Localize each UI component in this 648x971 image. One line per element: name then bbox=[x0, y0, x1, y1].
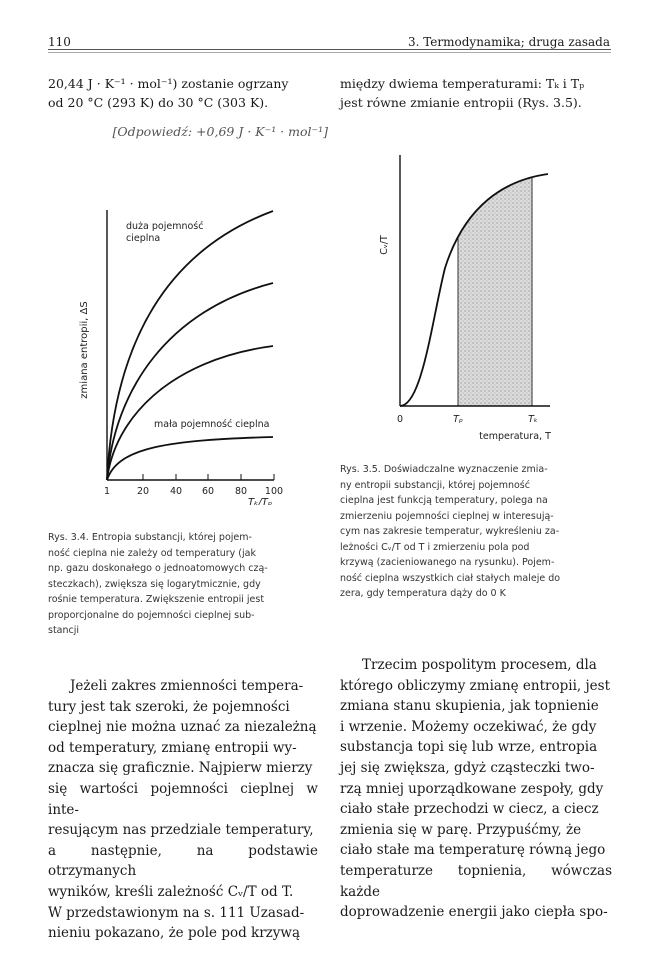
body-line: cieplnej nie można uznać za niezależną bbox=[48, 719, 317, 736]
caption-line: zmierzeniu pojemności cieplnej w interesują- bbox=[340, 510, 554, 522]
caption-line: ny entropii substancji, której pojemność bbox=[340, 479, 530, 491]
fig35-x-label: temperatura, T bbox=[479, 431, 551, 442]
fig34-x-tick-label: 20 bbox=[136, 486, 150, 497]
fig35-y-label: Cᵥ/T bbox=[379, 235, 390, 255]
body-line: wyników, kreśli zależność Cᵥ/T od T. bbox=[48, 883, 294, 900]
caption-line: ność cieplna wszystkich ciał stałych maleje do bbox=[340, 572, 561, 584]
fig34-y-label: zmiana entropii, ΔS bbox=[79, 301, 90, 399]
page-number: 110 bbox=[48, 35, 71, 49]
body-line: zmienia się w parę. Przypuśćmy, że bbox=[340, 821, 582, 838]
fig34-curve-medium bbox=[107, 283, 273, 480]
fig34-x-tick-label: 100 bbox=[264, 486, 284, 497]
body-line: Trzecim pospolitym procesem, dla bbox=[362, 657, 597, 673]
caption-line: proporcjonalne do pojemności cieplnej sub- bbox=[48, 609, 255, 621]
fig34-ticks bbox=[143, 474, 274, 480]
caption-3-5 bbox=[340, 462, 615, 602]
caption-line: stancji bbox=[48, 625, 80, 636]
fig34-x-tick-label: 40 bbox=[169, 486, 183, 497]
body-line: W przedstawionym na s. 111 Uzasad- bbox=[48, 904, 305, 921]
caption-line: cym nas zakresie temperatur, wykreśleniu za- bbox=[340, 526, 560, 537]
caption-line: leżności Cᵥ/T od T i zmierzeniu pola pod bbox=[340, 541, 530, 553]
body-line: a następnie, na podstawie otrzymanych bbox=[48, 842, 318, 880]
caption-line: cieplna jest funkcją temperatury, polega na bbox=[340, 495, 548, 506]
caption-3-4 bbox=[48, 530, 328, 639]
caption-line: rośnie temperatura. Zwiększenie entropii jest bbox=[48, 594, 265, 605]
body-line: Jeżeli zakres zmienności tempera- bbox=[70, 678, 304, 694]
caption-line: np. gazu doskonałego o jednoatomowych czą- bbox=[48, 563, 268, 574]
body-line: ciało stałe przechodzi w ciecz, a ciecz bbox=[340, 801, 599, 818]
fig34-curve-smallest bbox=[107, 437, 273, 480]
fig35-origin: 0 bbox=[396, 414, 404, 425]
fig34-label-high-2: cieplna bbox=[126, 233, 161, 244]
fig34-label-high: duża pojemność bbox=[126, 221, 204, 232]
header-rule-secondary bbox=[48, 52, 611, 53]
fig35-tick-tp: Tₚ bbox=[453, 414, 463, 425]
caption-line: Rys. 3.5. Doświadczalne wyznaczenie zmia- bbox=[340, 464, 548, 475]
body-line: się wartości pojemności cieplnej w inte- bbox=[48, 780, 318, 818]
figure-3-4 bbox=[48, 195, 328, 505]
fig34-curve-small bbox=[107, 346, 273, 480]
body-line: i wrzenie. Możemy oczekiwać, że gdy bbox=[340, 718, 597, 735]
body-right bbox=[340, 655, 612, 923]
fig35-shaded-area bbox=[458, 177, 532, 406]
body-line: resującym nas przedziale temperatury, bbox=[48, 822, 314, 839]
body-line: substancja topi się lub wrze, entropia bbox=[340, 739, 598, 756]
caption-line: krzywą (zacieniowanego na rysunku). Pojem- bbox=[340, 557, 555, 568]
body-line: od temperatury, zmianę entropii wy- bbox=[48, 739, 297, 756]
caption-line: zera, gdy temperatura dąży do 0 K bbox=[340, 588, 506, 599]
right-top-line-2: jest równe zmianie entropii (Rys. 3.5). bbox=[340, 95, 582, 110]
fig35-tick-tk: Tₖ bbox=[528, 414, 538, 425]
body-line: zmiana stanu skupienia, jak topnienie bbox=[340, 698, 599, 715]
body-line: doprowadzenie energii jako ciepła spo- bbox=[340, 904, 608, 921]
fig34-x-label: Tₖ/Tₚ bbox=[248, 497, 273, 505]
fig34-label-low: mała pojemność cieplna bbox=[154, 419, 270, 430]
exercise-line-1: 20,44 J · K⁻¹ · mol⁻¹) zostanie ogrzany bbox=[48, 76, 289, 91]
body-line: tury jest tak szeroki, że pojemności bbox=[48, 698, 290, 715]
header-rule bbox=[48, 49, 611, 50]
right-top-line-1: między dwiema temperaturami: Tₖ i Tₚ bbox=[340, 76, 585, 91]
exercise-text bbox=[48, 74, 328, 112]
running-title: 3. Termodynamika; druga zasada bbox=[407, 35, 610, 49]
body-line: jej się zwiększa, gdyż cząsteczki two- bbox=[340, 759, 595, 776]
body-line: rzą mniej uporządkowane zespoły, gdy bbox=[340, 780, 604, 797]
fig34-x-tick-label: 80 bbox=[234, 486, 248, 497]
right-top-text bbox=[340, 74, 615, 112]
body-line: nieniu pokazano, że pole pod krzywą bbox=[48, 925, 301, 942]
body-left bbox=[48, 676, 318, 944]
body-line: ciało stałe ma temperaturę równą jego bbox=[340, 842, 606, 859]
fig34-x-tick-labels bbox=[104, 486, 283, 497]
caption-line: Rys. 3.4. Entropia substancji, której pojem- bbox=[48, 532, 252, 543]
fig34-curve-large bbox=[107, 211, 273, 480]
caption-line: steczkach), zwiększa się logarytmicznie, gdy bbox=[48, 578, 261, 590]
exercise-line-2: od 20 °C (293 K) do 30 °C (303 K). bbox=[48, 95, 269, 110]
body-line: temperaturze topnienia, wówczas każde bbox=[340, 862, 612, 900]
fig34-x-tick-label: 60 bbox=[201, 486, 215, 497]
figure-3-5 bbox=[340, 150, 615, 450]
exercise-answer: [Odpowiedź: +0,69 J · K⁻¹ · mol⁻¹] bbox=[112, 124, 328, 139]
body-line: którego obliczymy zmianę entropii, jest bbox=[340, 677, 610, 694]
fig34-x-tick-label: 1 bbox=[103, 486, 111, 497]
body-line: znacza się graficznie. Najpierw mierzy bbox=[48, 760, 313, 777]
caption-line: ność cieplna nie zależy od temperatury (jak bbox=[48, 547, 256, 559]
